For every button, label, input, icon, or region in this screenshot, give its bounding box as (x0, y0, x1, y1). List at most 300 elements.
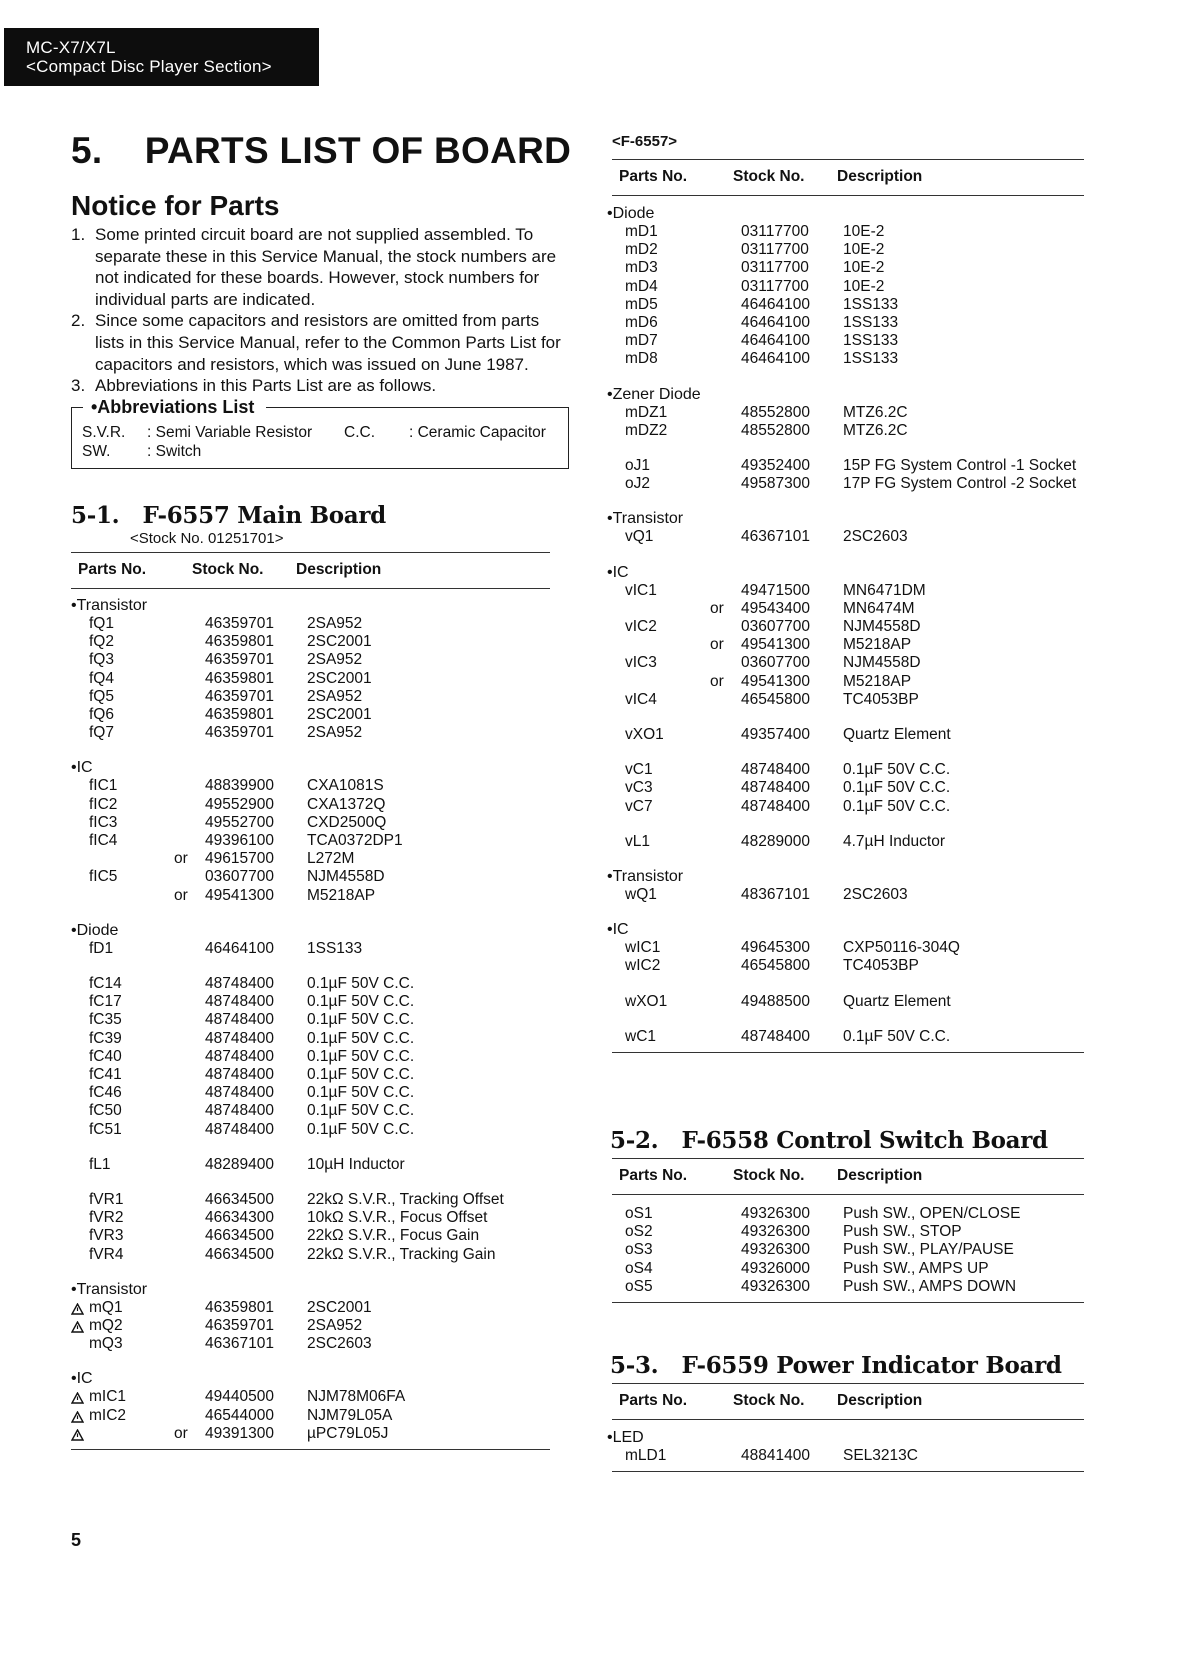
stock-number: 48839900 (205, 777, 274, 795)
table-row (607, 296, 1067, 314)
category-heading: •Diode (71, 921, 119, 939)
stock-number: 03607700 (741, 654, 810, 672)
part-description: Push SW., STOP (843, 1223, 962, 1241)
stock-number: 49552700 (205, 813, 274, 831)
part-description: 0.1µF 50V C.C. (843, 779, 951, 797)
part-description: MTZ6.2C (843, 421, 908, 439)
part-description: NJM4558D (307, 868, 385, 886)
part-number: fIC2 (89, 795, 118, 813)
part-number: fVR3 (89, 1227, 124, 1245)
part-description: 1SS133 (843, 350, 899, 368)
part-description: 2SC2001 (307, 633, 372, 651)
table-row (71, 670, 531, 688)
part-description: TCA0372DP1 (307, 832, 403, 849)
table-row (71, 887, 531, 905)
part-number: fIC1 (89, 777, 118, 795)
table-row (607, 475, 1077, 493)
category-heading: •LED (607, 1429, 644, 1446)
stock-number: 49391300 (205, 1424, 274, 1442)
part-number: wXO1 (625, 992, 668, 1010)
part-number: vQ1 (625, 528, 654, 546)
part-description: CXA1372Q (307, 795, 386, 813)
part-number: mDZ1 (625, 403, 668, 421)
category-heading: •Transistor (607, 868, 684, 885)
stock-number: 49471500 (741, 581, 810, 599)
part-description: Quartz Element (843, 726, 951, 743)
notice-item (71, 224, 571, 310)
table-row (71, 1299, 531, 1317)
notice-item (71, 310, 571, 375)
model-name: MC-X7/X7L (26, 38, 116, 57)
part-number: fC14 (89, 975, 122, 992)
table-rule (71, 552, 550, 553)
table-row (71, 633, 531, 651)
table-row (607, 1241, 1067, 1259)
stock-number: 46464100 (205, 939, 274, 957)
part-number: mQ3 (89, 1335, 123, 1353)
abbreviations-border (266, 407, 569, 408)
stock-number: 48552800 (741, 403, 810, 421)
part-number: mQ2 (89, 1317, 123, 1334)
part-description: 22kΩ S.V.R., Tracking Gain (307, 1245, 496, 1263)
part-description: 0.1µF 50V C.C. (843, 761, 951, 779)
table-row (71, 832, 531, 850)
stock-number: 46545800 (741, 690, 810, 708)
stock-number: 46634500 (205, 1227, 274, 1245)
part-number: mIC1 (89, 1388, 127, 1406)
table-row (607, 332, 1067, 350)
part-description: 10E-2 (843, 241, 885, 259)
table-row (71, 651, 531, 669)
table-row (607, 1278, 1067, 1296)
part-description: Push SW., OPEN/CLOSE (843, 1205, 1021, 1222)
part-description: MTZ6.2C (843, 403, 908, 421)
part-description: L272M (307, 850, 355, 868)
table-row (607, 618, 1067, 636)
part-number: oS3 (625, 1241, 653, 1259)
column-header-description: Description (837, 1392, 923, 1409)
table-row (607, 1447, 1067, 1465)
stock-number: 49541300 (205, 886, 274, 904)
continuation-label: <F-6557> (612, 133, 678, 150)
stock-number: 46367101 (205, 1335, 274, 1353)
part-number: fC46 (89, 1084, 122, 1102)
abbreviation-meaning: : Switch (147, 443, 202, 460)
part-description: 0.1µF 50V C.C. (843, 1027, 951, 1045)
category-heading: •IC (71, 1370, 93, 1388)
stock-number: 46544000 (205, 1406, 274, 1424)
part-description: 2SA952 (307, 724, 363, 742)
table-row (607, 691, 1067, 709)
part-number: wC1 (625, 1027, 657, 1045)
stock-number: 48748400 (741, 797, 810, 815)
stock-number: 48748400 (205, 1120, 274, 1138)
part-number: oS5 (625, 1277, 653, 1295)
table-row (71, 1425, 531, 1443)
part-number: oS1 (625, 1205, 653, 1222)
part-number: oJ1 (625, 457, 650, 474)
part-number: vIC3 (625, 654, 657, 672)
category-heading: •IC (607, 921, 629, 939)
stock-number: 48748400 (205, 1084, 274, 1102)
stock-number: 03117700 (741, 241, 809, 259)
page-title: 5. PARTS LIST OF BOARD (71, 130, 572, 171)
part-number: fVR1 (89, 1191, 124, 1208)
table-row (607, 600, 1067, 618)
column-header-description: Description (837, 168, 923, 185)
stock-number: 48289000 (741, 832, 810, 850)
part-number: fVR4 (89, 1245, 124, 1263)
part-number: fVR2 (89, 1209, 124, 1227)
part-number: fIC5 (89, 868, 118, 886)
part-number: fIC4 (89, 832, 118, 849)
stock-number: 49440500 (205, 1388, 274, 1406)
stock-number: 46634300 (205, 1209, 274, 1227)
stock-number: 46634500 (205, 1191, 274, 1208)
stock-number: 49352400 (741, 457, 810, 474)
part-description: NJM4558D (843, 618, 921, 635)
table-row (607, 1028, 1067, 1046)
stock-number: 49326000 (741, 1259, 810, 1277)
stock-number: 48841400 (741, 1447, 810, 1464)
stock-number: 46359701 (205, 687, 274, 705)
table-row (71, 1084, 531, 1102)
table-row (607, 993, 1067, 1011)
column-header-parts-no: Parts No. (619, 1392, 688, 1409)
part-number: fQ6 (89, 706, 114, 723)
category-heading: •Zener Diode (607, 385, 701, 403)
stock-number: 49326300 (741, 1205, 810, 1222)
table-row (607, 798, 1067, 816)
document-header (4, 28, 319, 86)
category-heading: •Transistor (607, 510, 684, 528)
part-number: vC1 (625, 761, 653, 779)
table-row (607, 957, 1067, 975)
table-row (71, 706, 531, 724)
notice-text: Since some capacitors and resistors are omitted from parts lists in this Service Manual, refer to the Common Parts List for capacitors and resistors, which was issued on June 1987. (95, 311, 561, 374)
abbreviation-term: C.C. (344, 424, 375, 441)
part-description: 1SS133 (843, 332, 899, 350)
part-description: 2SC2603 (843, 528, 908, 546)
table-rule (71, 588, 550, 589)
notice-item (71, 375, 571, 397)
part-number: fQ2 (89, 633, 114, 651)
part-description: 10E-2 (843, 259, 885, 277)
table-row (71, 1388, 531, 1406)
table-row (71, 940, 531, 958)
table-row (607, 278, 1067, 296)
part-description: 1SS133 (843, 314, 899, 331)
table-row (607, 582, 1067, 600)
table-rule (612, 1383, 1084, 1384)
part-description: 15P FG System Control -1 Socket (843, 457, 1077, 474)
part-description: 0.1µF 50V C.C. (307, 1011, 415, 1029)
caution-triangle-icon (71, 1391, 83, 1402)
stock-number: 46464100 (741, 314, 810, 331)
part-description: NJM79L05A (307, 1406, 393, 1424)
part-description: NJM4558D (843, 654, 921, 672)
alternate-marker: or (710, 599, 724, 617)
caution-triangle-icon (71, 1428, 83, 1439)
stock-number: 48748400 (205, 1102, 274, 1120)
part-description: SEL3213C (843, 1447, 918, 1464)
part-number: fQ1 (89, 615, 114, 632)
stock-number: 48748400 (205, 1047, 274, 1065)
stock-number: 49543400 (741, 599, 810, 617)
part-description: Push SW., PLAY/PAUSE (843, 1241, 1014, 1259)
part-description: Push SW., AMPS UP (843, 1259, 989, 1277)
stock-number: 46359801 (205, 633, 274, 651)
table-row (71, 1246, 531, 1264)
stock-number: 48748400 (741, 779, 810, 797)
table-row (71, 777, 531, 795)
alternate-marker: or (174, 886, 188, 904)
part-description: 0.1µF 50V C.C. (307, 1047, 415, 1065)
table-row (71, 1317, 531, 1335)
section-name: <Compact Disc Player Section> (26, 57, 272, 76)
abbreviations-title: •Abbreviations List (88, 397, 257, 418)
part-description: 0.1µF 50V C.C. (307, 1084, 415, 1102)
table-rule (612, 1471, 1084, 1472)
table-rule (71, 1449, 550, 1450)
stock-number: 48748400 (205, 1029, 274, 1047)
stock-number: 03117700 (741, 277, 809, 295)
part-number: fL1 (89, 1155, 111, 1173)
stock-number: 46359701 (205, 651, 274, 669)
table-row (607, 761, 1067, 779)
stock-number: 46359801 (205, 706, 274, 723)
stock-number: 46367101 (741, 528, 810, 546)
column-header-stock-no: Stock No. (733, 1167, 805, 1184)
stock-number: 49326300 (741, 1223, 810, 1241)
table-row (71, 1191, 531, 1209)
stock-number: 49645300 (741, 939, 810, 957)
table-row (71, 814, 531, 832)
table-rule (612, 195, 1084, 196)
table-row (607, 1223, 1067, 1241)
category-heading: •Diode (607, 205, 655, 222)
part-description: 10µH Inductor (307, 1155, 405, 1173)
part-description: 2SC2603 (843, 886, 908, 903)
table-row (71, 868, 531, 886)
stock-number: 49552900 (205, 795, 274, 813)
stock-number: 48748400 (205, 1011, 274, 1029)
stock-number: 46359701 (205, 1317, 274, 1334)
stock-number: 49541300 (741, 636, 810, 654)
part-description: 22kΩ S.V.R., Tracking Offset (307, 1191, 504, 1208)
stock-number: 48748400 (741, 761, 810, 779)
category-heading: •Transistor (71, 597, 148, 614)
part-number: fC40 (89, 1047, 122, 1065)
part-number: vC3 (625, 779, 653, 797)
alternate-marker: or (710, 636, 724, 654)
part-description: TC4053BP (843, 957, 919, 975)
part-description: 0.1µF 50V C.C. (307, 1102, 415, 1120)
table-row (607, 886, 1067, 904)
stock-number: 49587300 (741, 475, 810, 493)
part-number: mD1 (625, 223, 658, 240)
part-description: 0.1µF 50V C.C. (307, 993, 415, 1011)
stock-number: 46545800 (741, 957, 810, 975)
part-description: 1SS133 (843, 295, 899, 313)
part-description: 1SS133 (307, 939, 363, 957)
part-description: MN6474M (843, 599, 915, 617)
abbreviation-meaning: : Ceramic Capacitor (409, 424, 546, 441)
part-description: 2SA952 (307, 615, 363, 632)
part-number: vC7 (625, 797, 653, 815)
column-header-stock-no: Stock No. (192, 561, 264, 578)
part-description: 2SC2001 (307, 1298, 372, 1316)
part-description: CXA1081S (307, 777, 384, 795)
table-row (607, 779, 1067, 797)
stock-number: 49488500 (741, 992, 810, 1010)
alternate-marker: or (710, 672, 724, 690)
stock-number: 48748400 (205, 993, 274, 1011)
table-row (607, 673, 1067, 691)
part-description: 2SA952 (307, 1317, 363, 1334)
stock-number: 48289400 (205, 1155, 274, 1173)
part-description: TC4053BP (843, 690, 919, 708)
part-number: vXO1 (625, 726, 664, 743)
part-description: 2SC2001 (307, 706, 372, 723)
abbreviation-term: SW. (82, 443, 111, 460)
main-board-stock-number: <Stock No. 01251701> (130, 530, 284, 547)
table-row (71, 1121, 531, 1139)
part-number: fC17 (89, 993, 122, 1011)
part-description: 2SC2603 (307, 1335, 372, 1353)
table-row (607, 654, 1067, 672)
table-row (607, 833, 1067, 851)
part-number: mD6 (625, 314, 658, 331)
table-row (71, 796, 531, 814)
part-number: mD3 (625, 259, 658, 277)
stock-number: 46359801 (205, 1298, 274, 1316)
table-row (607, 1205, 1067, 1223)
part-number: fD1 (89, 939, 114, 957)
stock-number: 46359801 (205, 669, 274, 687)
stock-number: 49541300 (741, 672, 810, 690)
notice-number: 1. (71, 225, 86, 244)
table-row (71, 1066, 531, 1084)
part-number: fC39 (89, 1029, 122, 1047)
part-description: CXP50116-304Q (843, 939, 960, 957)
part-number: wQ1 (625, 886, 657, 903)
stock-number: 48748400 (205, 975, 274, 992)
part-number: mD7 (625, 332, 658, 350)
part-number: fQ7 (89, 724, 114, 742)
notice-title: Notice for Parts (71, 190, 280, 221)
stock-number: 46464100 (741, 332, 810, 350)
column-header-parts-no: Parts No. (78, 561, 147, 578)
part-number: fC41 (89, 1066, 122, 1083)
column-header-description: Description (296, 561, 382, 578)
part-number: vL1 (625, 832, 650, 850)
part-description: 2SA952 (307, 687, 363, 705)
stock-number: 03117700 (741, 223, 809, 240)
part-description: Quartz Element (843, 992, 951, 1010)
column-header-parts-no: Parts No. (619, 168, 688, 185)
part-description: 0.1µF 50V C.C. (307, 975, 415, 992)
table-rule (612, 1302, 1084, 1303)
notice-number: 3. (71, 376, 86, 396)
part-number: fQ3 (89, 651, 114, 669)
stock-number: 46359701 (205, 615, 274, 632)
part-description: 22kΩ S.V.R., Focus Gain (307, 1227, 480, 1245)
table-row (71, 724, 531, 742)
table-row (71, 1227, 531, 1245)
part-description: 2SA952 (307, 651, 363, 669)
table-row (607, 259, 1067, 277)
caution-triangle-icon (71, 1302, 83, 1313)
table-row (71, 1407, 531, 1425)
table-row (71, 1048, 531, 1066)
part-number: mLD1 (625, 1447, 667, 1464)
table-row (71, 975, 531, 993)
section-title-control-switch-board: 5-2. F-6558 Control Switch Board (610, 1127, 1048, 1154)
part-description: M5218AP (843, 636, 912, 654)
abbreviation-term: S.V.R. (82, 424, 126, 441)
part-number: fC50 (89, 1102, 122, 1120)
stock-number: 46359701 (205, 724, 274, 742)
stock-number: 49615700 (205, 850, 274, 868)
stock-number: 46634500 (205, 1245, 274, 1263)
column-header-stock-no: Stock No. (733, 1392, 805, 1409)
table-row (607, 350, 1067, 368)
part-number: mD5 (625, 295, 658, 313)
caution-triangle-icon (71, 1410, 83, 1421)
category-heading: •IC (71, 759, 93, 777)
section-title-power-indicator-board: 5-3. F-6559 Power Indicator Board (610, 1352, 1062, 1379)
table-row (607, 404, 1067, 422)
table-row (71, 1335, 531, 1353)
stock-number: 03607700 (741, 618, 810, 635)
part-number: oS4 (625, 1259, 653, 1277)
part-description: 2SC2001 (307, 669, 372, 687)
stock-number: 48367101 (741, 886, 810, 903)
part-number: mD2 (625, 241, 658, 259)
category-heading: •Transistor (71, 1280, 148, 1298)
table-row (607, 528, 1067, 546)
table-row (71, 1156, 531, 1174)
part-description: Push SW., AMPS DOWN (843, 1277, 1017, 1295)
stock-number: 46464100 (741, 350, 810, 368)
part-number: vIC2 (625, 618, 657, 635)
part-description: 10E-2 (843, 277, 885, 295)
table-rule (612, 1194, 1084, 1195)
table-row (71, 1011, 531, 1029)
section-title-main-board: 5-1. F-6557 Main Board (71, 502, 386, 529)
stock-number: 48552800 (741, 421, 810, 439)
table-rule (612, 1052, 1084, 1053)
table-row (71, 1209, 531, 1227)
table-row (71, 1102, 531, 1120)
stock-number: 49326300 (741, 1277, 810, 1295)
part-number: mQ1 (89, 1298, 123, 1316)
table-row (71, 1030, 531, 1048)
part-description: 0.1µF 50V C.C. (843, 797, 951, 815)
part-description: 4.7µH Inductor (843, 832, 945, 850)
column-header-description: Description (837, 1167, 923, 1184)
part-number: mD4 (625, 277, 658, 295)
stock-number: 03117700 (741, 259, 809, 277)
table-rule (612, 159, 1084, 160)
part-number: fC35 (89, 1011, 122, 1029)
part-number: wIC2 (625, 957, 661, 975)
part-description: µPC79L05J (307, 1424, 389, 1442)
part-number: mIC2 (89, 1406, 127, 1424)
part-description: 10kΩ S.V.R., Focus Offset (307, 1209, 488, 1227)
table-rule (612, 1158, 1084, 1159)
